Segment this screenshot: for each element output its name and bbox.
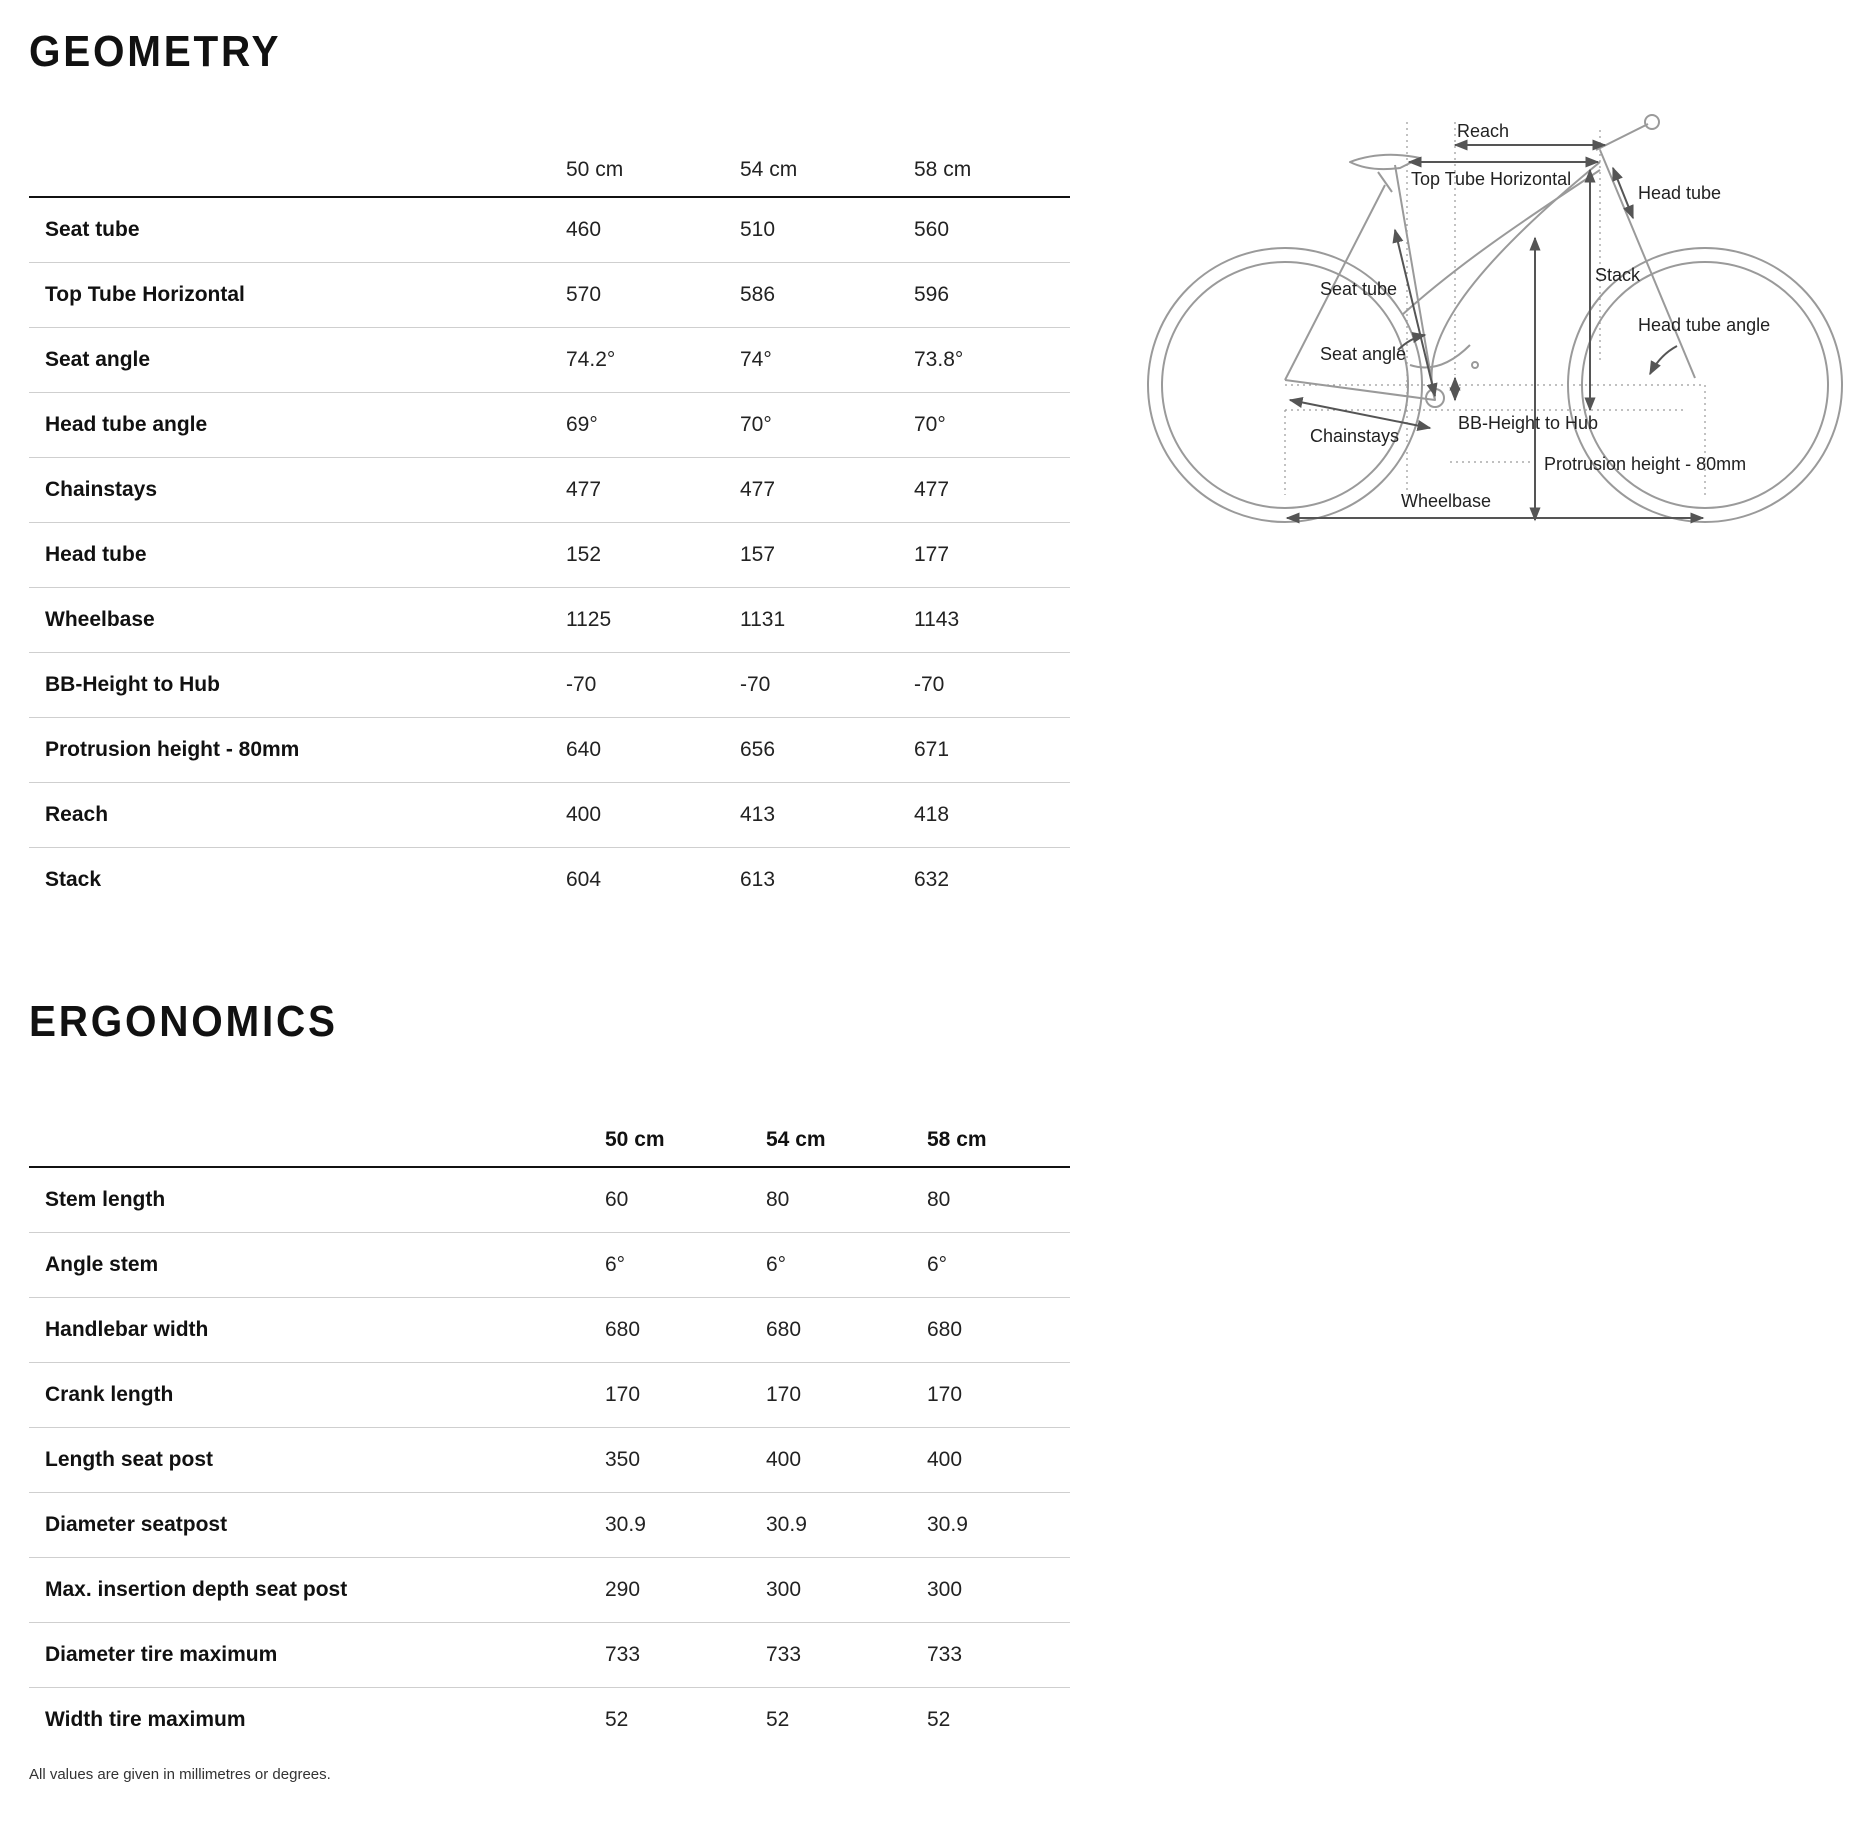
row-label: BB-Height to Hub <box>29 653 566 718</box>
row-label: Chainstays <box>29 458 566 523</box>
cell-value: -70 <box>566 653 740 718</box>
cell-value: 73.8° <box>914 328 1070 393</box>
cell-value: 477 <box>914 458 1070 523</box>
cell-value: -70 <box>914 653 1070 718</box>
table-header-row <box>29 1084 1070 1167</box>
cell-value: 1131 <box>740 588 914 653</box>
cell-value: 52 <box>605 1708 629 1731</box>
cell-value: 477 <box>740 458 914 523</box>
cell-value: 80 <box>766 1167 927 1233</box>
cell-value: 733 <box>605 1623 766 1688</box>
table-row <box>29 653 1070 718</box>
table-row <box>29 783 1070 848</box>
table-row <box>29 197 1070 263</box>
cell-value: 70° <box>914 393 1070 458</box>
cell-value: 290 <box>605 1558 766 1623</box>
row-label: Stem length <box>29 1167 605 1233</box>
diagram-label-head-tube: Head tube <box>1638 183 1722 203</box>
row-label: Protrusion height - 80mm <box>29 718 566 783</box>
cell-value: 300 <box>927 1558 1070 1623</box>
cell-value: 400 <box>766 1428 927 1493</box>
row-label: Head tube angle <box>29 393 566 458</box>
cell-value: 6° <box>605 1233 766 1298</box>
cell-value: 460 <box>566 197 740 263</box>
table-row <box>29 848 1070 913</box>
cell-value: 350 <box>605 1428 766 1493</box>
cell-value: 80 <box>927 1167 1070 1233</box>
cell-value: 560 <box>914 197 1070 263</box>
cell-value: 1143 <box>914 588 1070 653</box>
row-label: Seat tube <box>29 197 566 263</box>
table-row <box>29 1493 1070 1558</box>
cell-value: 613 <box>740 868 776 891</box>
cell-value: 510 <box>740 197 914 263</box>
cell-value: 177 <box>914 523 1070 588</box>
table-row <box>29 588 1070 653</box>
row-label: Angle stem <box>29 1233 605 1298</box>
cell-value: 418 <box>914 783 1070 848</box>
diagram-label-top-tube: Top Tube Horizontal <box>1411 169 1572 189</box>
cell-value: 30.9 <box>927 1493 1070 1558</box>
column-header-blank <box>29 1084 605 1167</box>
table-row <box>29 328 1070 393</box>
table-row <box>29 458 1070 523</box>
cell-value: 170 <box>766 1363 927 1428</box>
diagram-label-chainstays: Chainstays <box>1310 426 1400 446</box>
table-row <box>29 1167 1070 1233</box>
table-row <box>29 393 1070 458</box>
cell-value: 640 <box>566 718 740 783</box>
table-row <box>29 1363 1070 1428</box>
cell-value: 477 <box>566 458 740 523</box>
cell-value: 70° <box>740 393 914 458</box>
table-row <box>29 1428 1070 1493</box>
column-header-size: 54 cm <box>766 1084 927 1167</box>
table-row <box>29 1233 1070 1298</box>
column-header-size: 50 cm <box>605 1084 766 1167</box>
table-row <box>29 1558 1070 1623</box>
row-label: Top Tube Horizontal <box>29 263 566 328</box>
cell-value: 656 <box>740 718 914 783</box>
row-label: Stack <box>45 868 102 891</box>
row-label: Head tube <box>29 523 566 588</box>
cell-value: 680 <box>766 1298 927 1363</box>
cell-value: 586 <box>740 263 914 328</box>
cell-value: 604 <box>566 868 602 891</box>
table-row <box>29 1688 1070 1753</box>
table-row <box>29 263 1070 328</box>
diagram-label-bb-height: BB-Height to Hub <box>1458 413 1599 433</box>
row-label: Length seat post <box>29 1428 605 1493</box>
diagram-label-head-tube-angle: Head tube angle <box>1638 315 1771 335</box>
cell-value: 170 <box>605 1363 766 1428</box>
cell-value: 1125 <box>566 588 740 653</box>
table-row <box>29 718 1070 783</box>
table-row <box>29 1623 1070 1688</box>
cell-value: 30.9 <box>605 1493 766 1558</box>
cell-value: 671 <box>914 718 1070 783</box>
diagram-label-stack: Stack <box>1595 265 1641 285</box>
cell-value: 52 <box>766 1708 790 1731</box>
cell-value: 680 <box>605 1298 766 1363</box>
cell-value: -70 <box>740 653 914 718</box>
row-label: Max. insertion depth seat post <box>29 1558 605 1623</box>
row-label: Seat angle <box>29 328 566 393</box>
cell-value: 170 <box>927 1363 1070 1428</box>
row-label: Reach <box>29 783 566 848</box>
cell-value: 6° <box>927 1233 1070 1298</box>
diagram-label-wheelbase: Wheelbase <box>1401 491 1492 511</box>
cell-value: 152 <box>566 523 740 588</box>
cell-value: 157 <box>740 523 914 588</box>
cell-value: 680 <box>927 1298 1070 1363</box>
column-header-size: 58 cm <box>927 1084 1070 1167</box>
column-header-size: 50 cm <box>566 114 740 197</box>
diagram-label-protrusion: Protrusion height - 80mm <box>1544 454 1747 474</box>
cell-value: 632 <box>914 868 950 891</box>
cell-value: 400 <box>566 783 740 848</box>
diagram-label-seat-tube: Seat tube <box>1320 279 1398 299</box>
cell-value: 413 <box>740 783 914 848</box>
cell-value: 6° <box>766 1233 927 1298</box>
geometry-table <box>29 114 1070 912</box>
row-label: Handlebar width <box>29 1298 605 1363</box>
ergonomics-title: ERGONOMICS <box>29 997 338 1046</box>
cell-value: 733 <box>766 1623 927 1688</box>
geometry-title: GEOMETRY <box>29 27 282 76</box>
cell-value: 52 <box>927 1708 951 1731</box>
bike-geometry-diagram <box>1120 110 1860 540</box>
cell-value: 596 <box>914 263 1070 328</box>
column-header-size: 54 cm <box>740 114 914 197</box>
row-label: Diameter tire maximum <box>29 1623 605 1688</box>
row-label: Diameter seatpost <box>29 1493 605 1558</box>
cell-value: 60 <box>605 1167 766 1233</box>
cell-value: 74° <box>740 328 914 393</box>
column-header-blank <box>29 114 566 197</box>
cell-value: 30.9 <box>766 1493 927 1558</box>
row-label: Crank length <box>29 1363 605 1428</box>
table-row <box>29 523 1070 588</box>
units-footnote: All values are given in millimetres or degrees. <box>29 1766 331 1783</box>
cell-value: 300 <box>766 1558 927 1623</box>
column-header-size: 58 cm <box>914 114 1070 197</box>
cell-value: 733 <box>927 1623 1070 1688</box>
diagram-label-seat-angle: Seat angle <box>1320 344 1407 364</box>
cell-value: 69° <box>566 393 740 458</box>
cell-value: 74.2° <box>566 328 740 393</box>
table-header-row <box>29 114 1070 197</box>
row-label: Width tire maximum <box>45 1708 246 1731</box>
cell-value: 570 <box>566 263 740 328</box>
diagram-label-reach: Reach <box>1457 121 1510 141</box>
table-row <box>29 1298 1070 1363</box>
ergonomics-table <box>29 1084 1070 1752</box>
cell-value: 400 <box>927 1428 1070 1493</box>
row-label: Wheelbase <box>29 588 566 653</box>
